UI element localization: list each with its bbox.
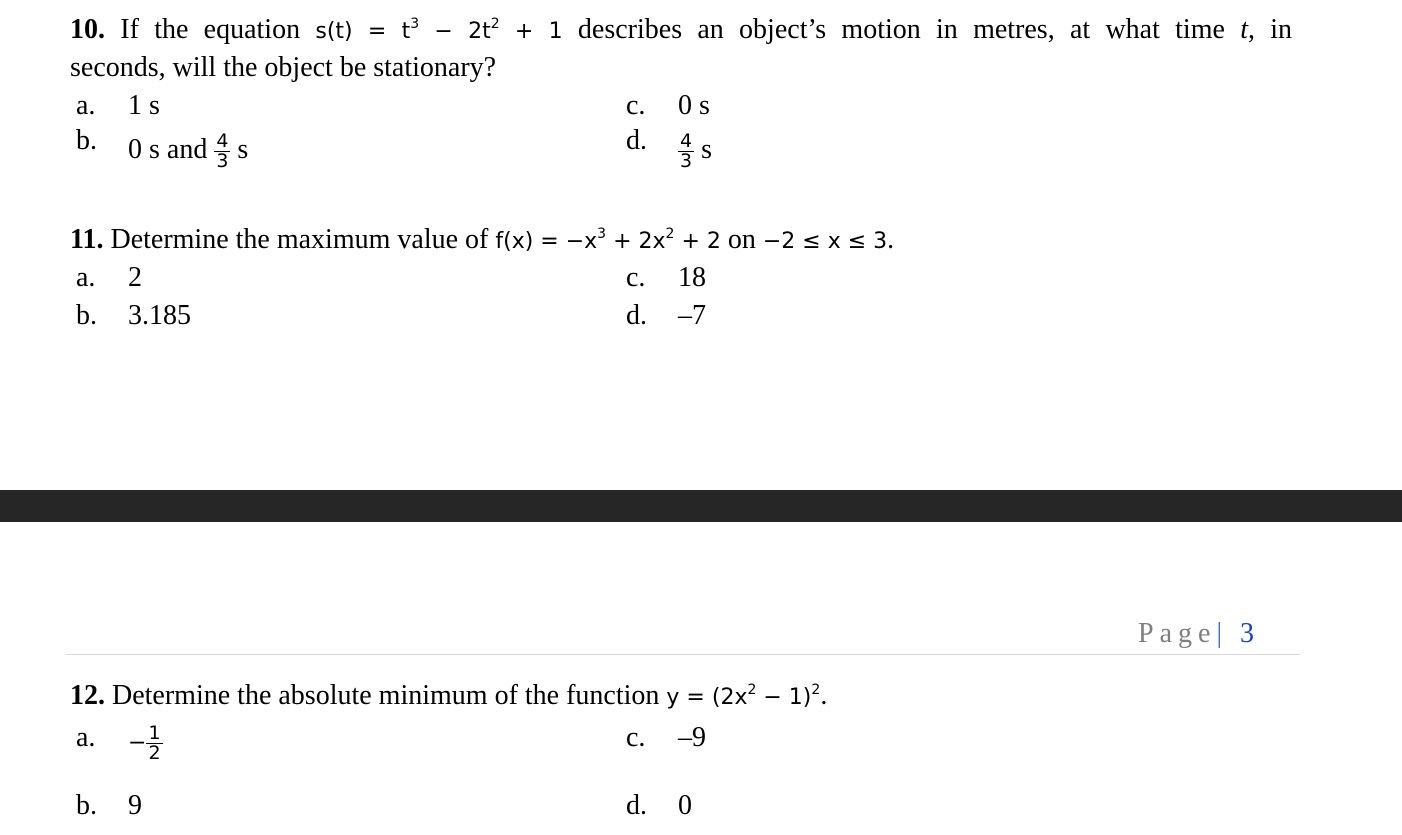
question-10-stem: 10. If the equation $s(t) = t^3 - 2t^2 + 1$ describes an object’s motion in metres, at what time t, in: [70, 14, 1293, 45]
option-c[interactable]: c. 18: [626, 262, 706, 293]
option-b[interactable]: b. 0 s and $\frac{4}{3}$ s: [76, 125, 249, 173]
page-footer: [1138, 616, 1254, 652]
option-a[interactable]: a. 1 s: [76, 90, 160, 121]
option-b[interactable]: b. 3.185: [76, 300, 191, 331]
option-a[interactable]: a. 2: [76, 262, 142, 293]
fraction: $\frac{4}{3}$: [680, 130, 693, 173]
question-12-stem: 12. Determine the absolute minimum of the function $y = (2x^2 - 1)^2$.: [70, 680, 828, 711]
page-number: 3: [1240, 618, 1255, 649]
equation: $s(t) = t^3 - 2t^2 + 1$: [315, 16, 563, 44]
option-c[interactable]: c. –9: [626, 722, 706, 753]
option-d[interactable]: d. –7: [626, 300, 706, 331]
page-break-bar: [0, 490, 1402, 522]
equation: $y = (2x^2 - 1)^2$: [666, 682, 821, 710]
fraction: $\frac{4}{3}$: [216, 130, 229, 173]
option-d[interactable]: d. 0: [626, 790, 692, 821]
question-text: If the equation: [120, 14, 301, 45]
option-b[interactable]: b. 9: [76, 790, 142, 821]
option-d[interactable]: d. $\frac{4}{3}$ s: [626, 125, 712, 173]
interval: −2 ≤ x ≤ 3: [762, 229, 888, 254]
page-label: Page: [1138, 618, 1217, 649]
option-c[interactable]: c. 0 s: [626, 90, 710, 121]
question-number: 11.: [70, 224, 104, 255]
page-separator: |: [1216, 618, 1223, 649]
footer-divider: [66, 654, 1300, 655]
question-11-stem: 11. Determine the maximum value of $f(x) = -x^3 + 2x^2 + 2$ on −2 ≤ x ≤ 3.: [70, 224, 895, 255]
question-number: 12.: [70, 680, 105, 711]
question-text: Determine the absolute minimum of the function: [112, 680, 660, 711]
question-10-line2: seconds, will the object be stationary?: [70, 52, 497, 83]
question-text: describes an object’s motion in metres, at what time: [577, 14, 1225, 45]
variable: t: [1240, 14, 1248, 45]
equation: $f(x) = -x^3 + 2x^2 + 2$: [495, 226, 721, 254]
fraction: $\frac{1}{2}$: [148, 722, 161, 765]
option-a[interactable]: a. − $\frac{1}{2}$: [76, 722, 161, 765]
question-text: Determine the maximum value of: [110, 224, 489, 255]
question-number: 10.: [70, 14, 105, 45]
